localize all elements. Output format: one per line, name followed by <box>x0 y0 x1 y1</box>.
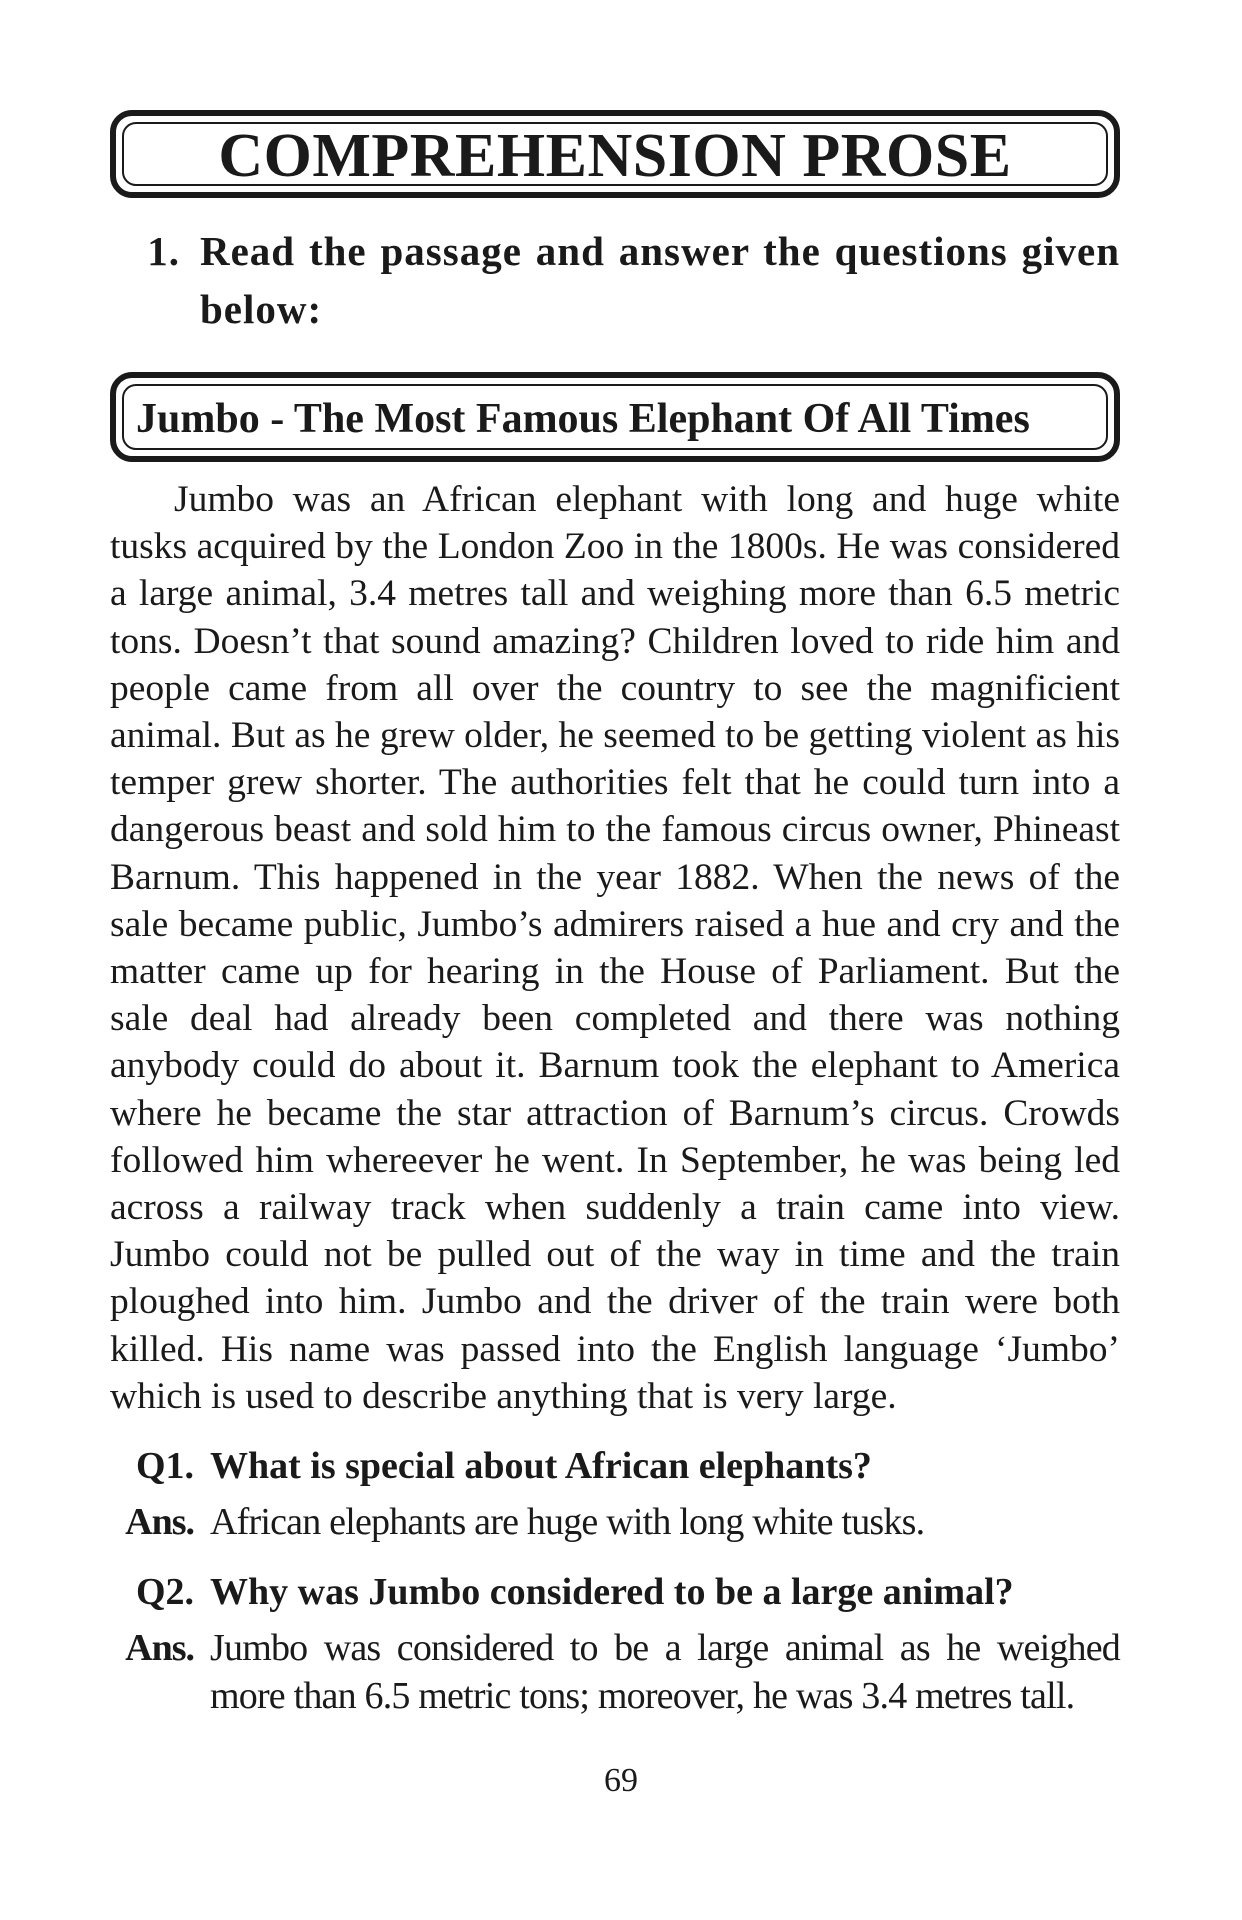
question-1-text: What is special about African elephants? <box>210 1445 872 1488</box>
instruction <box>110 222 1120 338</box>
answer-1-label: Ans. <box>125 1501 194 1544</box>
passage-title-banner <box>110 372 1120 462</box>
passage-text: Jumbo was an African elephant with long and huge white tusks acquired by the London Zoo in the 1800s. He was considered a large animal, 3.4 metres tall and weighing more than 6.5 metric tons. Doesn’t that sound amazing? Children loved to ride him and people came from all over the country to see the magnificient animal. But as he grew older, he seemed to be getting violent as his temper grew shorter. The authorities felt that he could turn into a dangerous beast and sold him to the famous circus owner, Phineast Barnum. This happened in the year 1882. When the news of the sale became public, Jumbo’s admirers raised a hue and cry and the matter came up for hearing in the House of Parliament. But the sale deal had already been completed and there was nothing anybody could do about it. Barnum took the elephant to America where he became the star attraction of Barnum’s circus. Crowds followed him whereever he went. In September, he was being led across a railway track when suddenly a train came into view. Jumbo could not be pulled out of the way in time and the train ploughed into him. Jumbo and the driver of the train were both killed. His name was passed into the English language ‘Jumbo’ which is used to describe anything that is very large. <box>110 479 1120 1417</box>
question-1-label: Q1. <box>135 1445 194 1488</box>
instruction-number: 1. <box>147 228 180 274</box>
title-banner <box>110 110 1120 198</box>
page-number: 69 <box>604 1762 638 1799</box>
question-2-label: Q2. <box>135 1571 194 1614</box>
page-title: COMPREHENSION PROSE <box>122 122 1108 186</box>
passage-title: Jumbo - The Most Famous Elephant Of All Times <box>122 384 1108 450</box>
answer-2-text: Jumbo was considered to be a large animal as he weighed more than 6.5 metric tons; moreover, he was 3.4 metres tall. <box>210 1627 1120 1718</box>
answer-2-label: Ans. <box>125 1627 194 1670</box>
page-content <box>110 110 1120 1720</box>
question-2-text: Why was Jumbo considered to be a large animal? <box>210 1571 1014 1614</box>
answer-2 <box>110 1624 1120 1720</box>
answer-1-text: African elephants are huge with long white tusks. <box>210 1501 925 1544</box>
question-2 <box>110 1568 1120 1616</box>
instruction-text: Read the passage and answer the questions given below: <box>200 228 1120 332</box>
answer-1 <box>110 1498 1120 1546</box>
question-1 <box>110 1442 1120 1490</box>
